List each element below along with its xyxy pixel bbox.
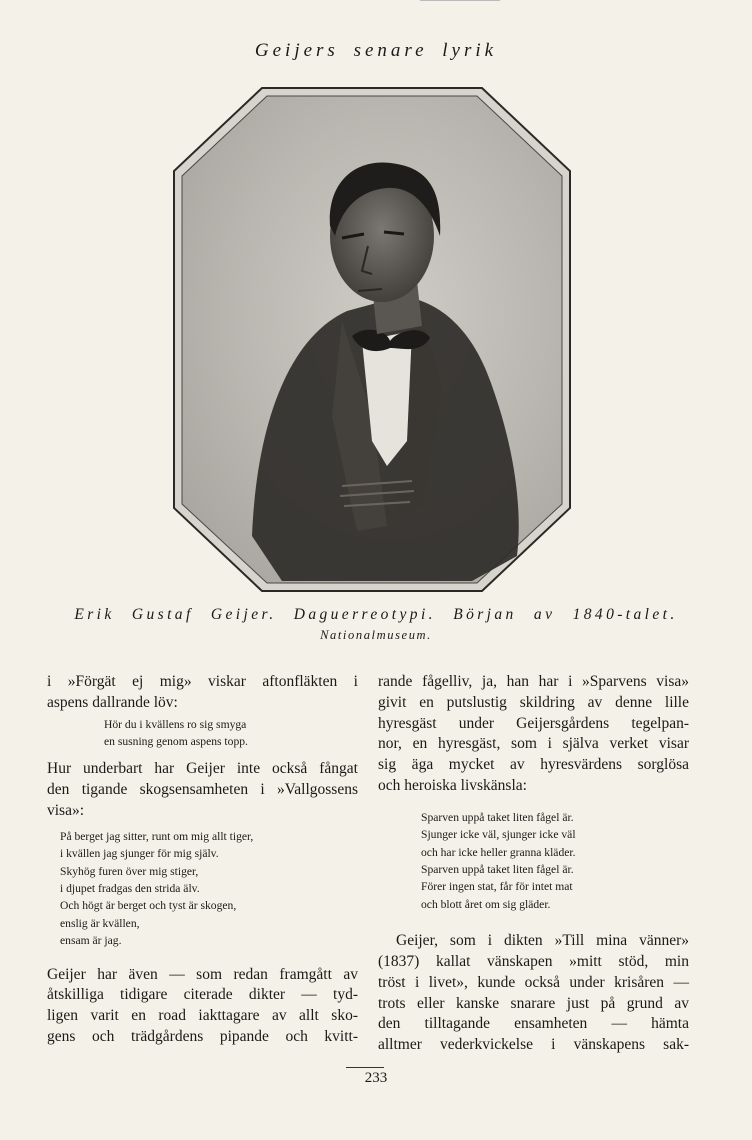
left-column [47,672,358,1048]
text-line: Geijer har även — som redan framgått av [47,965,358,983]
verse-line: Skyhög furen över mig stiger, [60,864,199,878]
text-line: Geijer, som i dikten »Till mina vänner» [396,932,689,950]
portrait-photo [172,86,572,593]
text-line: alltmer vederkvickelse i vänskapens sak- [378,1036,689,1054]
verse-line: Sparven uppå taket liten fågel är. [421,810,574,824]
verse-line: Förer ingen stat, får för intet mat [421,880,573,894]
verse-line: Hör du i kvällens ro sig smyga [104,717,247,731]
top-edge-mark [420,0,500,1]
text-line: ligen varit en road iakttagare av allt sko- [47,1007,358,1025]
text-line: sig äga mycket av hyresvärdens sorglösa [378,756,689,774]
right-column [378,672,689,1056]
text-line: givit en putslustig skildring av denne lille [378,693,689,711]
verse-line: i kvällen jag sjunger för mig själv. [60,847,219,861]
verse-line: och har icke heller granna kläder. [421,845,576,859]
text-line: i »Förgät ej mig» viskar aftonfläkten i [47,673,358,690]
verse-line: Sjunger icke väl, sjunger icke väl [421,828,576,842]
text-line: Hur underbart har Geijer inte också fångat [47,760,358,778]
figure-caption: Erik Gustaf Geijer. Daguerreotypi. Början av 1840-talet. [74,606,678,623]
verse-line: i djupet fradgas den strida älv. [60,882,200,896]
verse-line: och blott året om sig gläder. [421,897,551,911]
text-line: och heroiska livskänsla: [378,776,527,794]
text-line: trots eller kanske snarare just på grund av [378,994,689,1012]
running-header: Geijers senare lyrik [254,40,498,61]
figure-credit: Nationalmuseum. [320,628,432,642]
text-line: (1837) kallat vänskapen »mitt stöd, min [378,953,689,971]
verse-line: ensam är jag. [60,934,122,948]
verse-line: På berget jag sitter, runt om mig allt tiger, [60,829,254,843]
verse-block [60,828,358,950]
text-line: gens och trädgårdens pipande och kvitt- [47,1028,358,1046]
text-line: den tigande skogsensamheten i »Vallgossens [47,781,358,799]
text-line: nor, en hyresgäst, som i själva verket visar [378,735,689,753]
page-number: 233 [364,1070,388,1086]
verse-line: enslig är kvällen, [60,916,140,930]
text-line: hyresgäst under Geijersgårdens tegelpan- [378,714,689,732]
text-line: den tilltagande ensamheten — hämta [378,1015,689,1033]
verse-block [104,716,358,751]
text-line: visa»: [47,802,85,819]
text-line: tröst i livet», kunde också under krisåren — [378,973,689,991]
verse-line: Och högt är berget och tyst är skogen, [60,899,237,913]
text-line: rande fågelliv, ja, han har i »Sparvens visa» [378,673,689,690]
page-number-rule [346,1067,384,1068]
verse-block [421,809,689,913]
text-line: åtskilliga tidigare citerade dikter — tyd- [47,986,358,1004]
verse-line: Sparven uppå taket liten fågel är. [421,863,574,876]
text-line: aspens dallrande löv: [47,693,178,711]
verse-line: en susning genom aspens topp. [104,735,248,748]
